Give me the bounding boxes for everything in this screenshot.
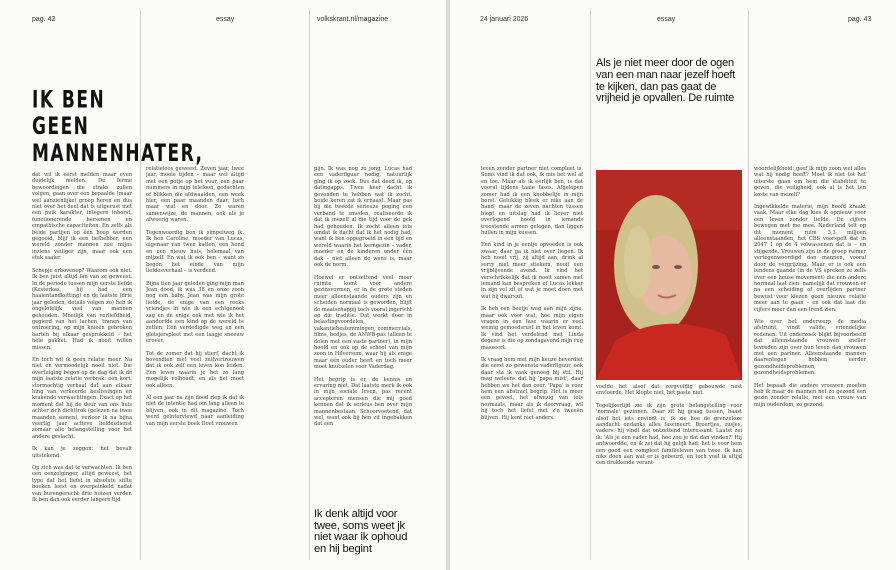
column-rule [309, 10, 310, 560]
column-rule [748, 10, 749, 560]
body-column-3 [314, 166, 412, 504]
paragraph: pijn. Ik was nog zo jong, Lucas had een vaderfiguur nodig, natuurlijk ging ik op zoek. Dus dat deed ik, op datingapps. Twee keer dacht ik gevonden te hebben wat ik zocht, beide keren zat ik ernaast. Maar pas bij die tweede serieuze poging een verband te smeden, realiseerde ik dat ik mezelf al die tijd voor de gek had gehouden. Ik zocht alleen iets omdat ik dacht dat ik het nodig had, want ik ben opgegroeid in een tijd en wereld waarin het kerngezin – vader, moeder en de kinderen onder één dak – niet alleen de wens is, maar ook de norm. [314, 166, 412, 269]
body-column-5 [596, 384, 742, 560]
paragraph: Tot de zomer dat hij stierf, dacht ik bovendien met veel zelfvertrouwen dat ik ook zelf een leven kon leiden. Een leven waarin je het zo lang mogelijk volhoudt, en als het moet ook alleen. [146, 350, 244, 389]
paragraph: Hoewel er ontzettend veel meer ruimte komt voor andere gezinsvormen, er in de grote steden meer alleenstaande ouders zijn en scheiden normaal is geworden, blijft de maatschappij toch vooral ingericht op die traditie. Dat werkt door in belastingvoordelen, vakantiebestemmingen, commercials, films, bedjes, de ANWB-pas (alleen te delen met een vaste partner), in mijn hoofd en ook op de school van mijn zoon in Hilversum, waar hij als enige maar één ouder heeft en toch meer moet knutselen voor Vaderdag. [314, 274, 412, 371]
paragraph: Een kind in je eentje opvoeden is ook zwaar, daar ga ik niet over liegen. Ik heb nooit vrij, zij altijd aan, drink al sorry niet meer stiekem, nooit een vrijblijvende avond. Ik vind het verschrikkelijk dat ik nooit samen met iemand kan bespreken of Lucas lekker in zijn vel zit of wat je moet doen met wat hij dwarszit. [481, 242, 583, 300]
paragraph: voelde het alsof dat zorgvuldig gebouwde nest envloerde. Het klopte niet, het paste niet. [596, 384, 742, 397]
right-page-number: pag. 43 [848, 16, 872, 23]
body-column-1 [32, 172, 132, 560]
article-headline: IK BEN GEEN MANNENHATER, [32, 86, 204, 168]
body-column-2 [146, 166, 244, 560]
paragraph: Ik vraag hem met mijn keuze beverdiet die eerst zo gewenste vaderfiguur, ook daar sta ik vaak genoeg bij stil. Hij mag weleens dat hij 'papa mist', daar hebben we het dan over. 'Papa' is voor hem een abstract begrip. Het is meer een gevoel, het afwezig van iets normaals, maar als ik doorvraag, wil hij toch het liefst met z'n tweeën blijven. Hij kent niet anders. [481, 356, 583, 421]
right-section-label: essay [657, 16, 676, 23]
paragraph: Bijna tien jaar geleden ging mijn man Jean dood, ik was 38 en onze zoon nog een baby. Jean was mijn grote liefde, de enige van een reeks vriendjes in wie ik een echtgenoot zag en de enige ook met wie ik het aandurfde een kind op de wereld te zetten. Een verdedigde weg en een gletsjerspleet met een laagje sneeuw erover. [146, 280, 244, 345]
pull-quote-left: Ik denk altijd voor twee, soms weet jk niet waar ik ophoud en hij begint [314, 508, 408, 555]
paragraph: Op zich was dat te verwachten. Ik ben een eenzelginger, altijd geweest, het type dat het liefst in absolute stilte boeken leest en overpeinkeld nadat van burengerucht drie huizen verder. Ik ben dan ook eerder langere tijd [32, 465, 132, 504]
body-column-4 [481, 166, 583, 560]
paragraph: Ik heb een beetje weg aan mijn zijne, maar ook voor wat, hoe mijn eigen vragen in een fase waarin er veel weinig gemoedsrust in het leven komt. Ik vind het verdelend met Linda degene is die op zondagavond mijn rug masseert. [481, 306, 583, 351]
body-column-6 [754, 166, 866, 560]
paragraph: Wie over het onderwerp de media afstruint, vindt valide, vriendelijke redenen. Uit onderzoek blijkt bijvoorbeeld dat alleenstaande vrouwen sneller tevreden zijn over hun leven dan vrouwen met een partner. Alleenstaande mannen daarentegen hebben eerder gezondheidsproblemen, gezondheidsproblemen. [754, 318, 866, 377]
pull-quote-right: Als je niet meer door de ogen van een man naar jezelf hoeft te kijken, dan pas gaat de vrijheid je opvallen. De ruimte [596, 57, 736, 105]
paragraph: relatieloos geweest. Zeven jaar, twee jaar, mooie tijden – maar wél altijd met een potje op het vuur, een paar nummers in mijn telefoon, gedachten of blikken die afdwaalden, een week hier, een paar maanden daar, toch maar wat en door. Zo waren samenwijze, de mannen, ook als je afweerig waren. [146, 166, 244, 224]
paragraph: Tegenwoordig ben ik simpelweg ik. Ik ben Caroline, moeder van Lucas, eigenaar van twee katten, een hond en een nieuw huis, helemaal van mijzelf. En wat ik ook ben – want zo begon het einde van mijn liefdesverhaal – is verdeed. [146, 229, 244, 275]
paragraph: Schepje erbovenop? Waarom ook niet. Ik ben juist altijd fan van ze geweest. In de periode tussen mijn eerste liefde (Kesterkas, hij had een haaientandketting) en de laatste (drie jaar geleden, details volgen zo) heb ik ongelofelijk veel van mannen gehouden. Moeilijk van verliefdheid, gegierd van het lachen, tranen van ontroering, op mijn knieën gebroken harten bij elkaar gesprokkeld – het hele pakket. Had ik nooit willen missen. [32, 267, 132, 351]
issue-date: 24 januari 2026 [480, 16, 529, 23]
magazine-website: volkskrant.nl/magazine [317, 16, 389, 23]
portrait-photo [596, 170, 742, 380]
paragraph: leven zonder partner niet compleet is. Soms vind ik dat ook, ik mis het wel af en toe. Maar als ik eerlijk ben, is dat vooral tijdens taaie fases. Afgelopen zomer had ik een knobbeltje in mijn borst. Gelukkig bleek er niks aan de hand, maar de zeven nachten tussen biopt en uitslag had ik liever niet overlopend hoofd in iemands troostende armen gelegen, dan liggen huilen in mijn kussen. [481, 166, 583, 237]
paragraph: woordelijkheid: geef ik mijn zoon wel alles wat hij nodig heeft? Moet ik niet tot het uiterste gaan om hem die stabiliteit te geven, die veiligheid, ook al is het ten koste van mezelf? [754, 166, 866, 198]
paragraph: dat wil ik eerst melden maar even duidelijk melden. De ferme bewoordingen die straks zullen volgen, gaan over een bepaalde (maar wel aanzienlijke) groep heren en dus niet over het deel dat is uitgerust met een puik karakter, integere inborst, functionerende hersenen en empathische capaciteiten. En zelfs als beide partijen op één hoop worden gegooid, blijf ik een liefhebber, een wereld zonder mannen zou mijns inziens veiliger zijn, maar ook een stuk saaier. [32, 172, 132, 262]
left-section-label: essay [216, 16, 235, 23]
paragraph: En toch wil ik geen relatie meer. Na niet en vermoedelijk nooit niet. Die overtuiging begon op de dag dat ik de mijn laatste relatie verbrak: een kort, stormachtig verhaal dat aan elkaar hing van verkeerde beslissingen en krakende verwachtingen. Exact op het moment dat hij de deur van ons huis achter zich dichttrok (gelezen na twee maanden samen), verloor ik na bijna veertig jaar actieve liefdesdienst zomaar alle belangstelling voor het andere geslacht. [32, 356, 132, 440]
paragraph: Het begrip is er, de kennis en ervaring niet. Dat laatste merk ik ook in mijn sociale leven, pas recent accepteren mensen die mij goed kennen dat ik serieus ben over mijn mannenbestaan. Schoorvoetend, dat wel, want ook bij hen zit ingebakken dat een [314, 376, 412, 428]
spine-gutter [446, 0, 450, 570]
column-rule [590, 10, 591, 560]
paragraph: Al een jaar na zijn dood riep ik dat ik niet de intentie had om lang alleen te blijven, ook in dit magazine. Toch werd geïnterviewd naar aanleiding van mijn eerste boek Doet vrouwen [146, 395, 244, 427]
portrait-illustration [596, 170, 742, 380]
paragraph: Ingewikkelde materie, mijn hoofd kraakt vaak. Maar elke dag kies ik opnieuw voor een leven zonder liefde. De cijfers bewegen met me mee. Nederland telt op dit moment ruim 3,3 miljoen alleenstaanden, het CBS voorspelt dat in 2047 1 op de 4 volwassenen dat is – en stijgende. Vrouwen zijn in de groep ruimer vertegenwoordigd dan mannen, vooral door de vergrijzing. Maar er is ook een tendens gaande (in de VS spreken ze zelfs over een heuse movement) die een andere normaal laat zien: namelijk dat vrouwen er na een scheiding of overlijden partner bewust voor kiezen geen nieuwe relatie meer aan te gaan – en ook dat laat die cijfers meer dan een trend zien. [754, 204, 866, 313]
paragraph: Tegelijkertijd zie ik zijn grote belangstelling voor 'normale' gezinnen. Daar zit hij graag tussen, haast alsof het iets envindt is, ik zie hoe de grenzeloze aandacht ondanks alles fascineert. Broertjes, zusjes, vaders: hij vindt dat ontzettend interessant. Laatst zei ik: 'Als je een vader had, hoe zou je dat dan vinden?' Hij antwoordde, en ik zei dat hij gelijk had: het is voor hem een goed een compleet familieleven van twee. Ik kan niks doen aan wat er is gebeurd, en toch voel ik altijd een drukkende verant- [596, 402, 742, 467]
paragraph: Ik kan je zeggen: het bevalt uitstekend. [32, 446, 132, 459]
paragraph: Het bepaalt die andere vrouwen moeten heb ik maar de mannen net zo gezond een gezin zonder relatie, met een vrouw van mijn ouderdom, zo gezond. [754, 382, 866, 408]
left-page-number: pag. 42 [32, 16, 56, 23]
